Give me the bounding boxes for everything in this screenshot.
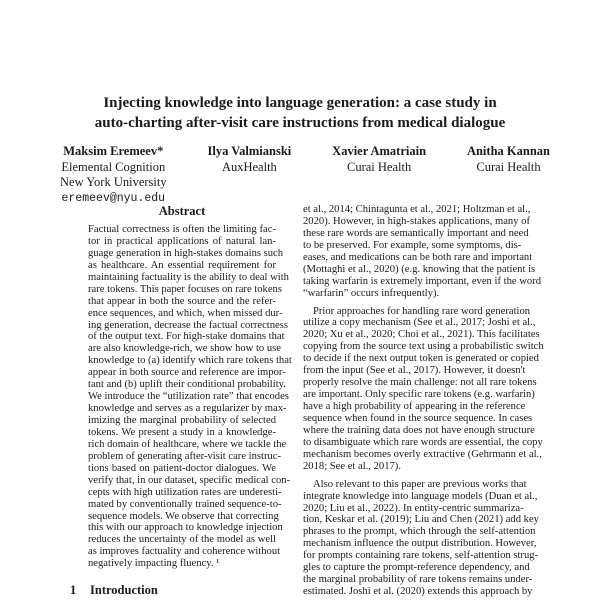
right-column-body xyxy=(303,204,544,598)
text-line: imizing the marginal probability of selected xyxy=(88,415,276,426)
text-line: ing generation, decrease the factual correctness xyxy=(88,319,288,331)
text-line: have a high probability of appearing in the reference xyxy=(303,401,526,412)
text-line: 2020; Xu et al., 2020; Choi et al., 2021). This facilitates xyxy=(303,329,540,341)
text-line: 2020). However, in high-stakes applications, many of xyxy=(303,215,530,227)
text-line: are important. Only specific rare tokens (e.g. warfarin) xyxy=(303,389,535,401)
text-line: properly resolve the main challenge: not all rare tokens xyxy=(303,377,537,389)
text-line: are also knowledge-rich, we show how to use xyxy=(88,343,281,355)
text-line: from the input (See et al., 2017). However, it doesn't xyxy=(303,365,526,377)
text-line: as improves factuality and coherence without xyxy=(88,546,281,558)
text-line: knowledge and serves as a regularizer by max- xyxy=(88,403,287,415)
text-line: that appear in both the source and the refer- xyxy=(88,295,276,307)
section-number: 1 xyxy=(70,583,77,597)
author-affiliation: New York University xyxy=(60,175,167,189)
text-line: cepts with high utilization rates are underesti- xyxy=(88,486,282,498)
text-line: negatively impacting fluency. ¹ xyxy=(88,558,220,570)
text-line: sequence models. We observe that correcting xyxy=(88,510,279,522)
abstract-body xyxy=(88,224,292,570)
author-list xyxy=(60,144,550,206)
text-line: tant and (b) uplift their conditional probability. xyxy=(88,379,286,391)
text-line: integrate knowledge into language models (Duan et al., xyxy=(303,490,538,502)
text-line: the marginal probability of rare tokens remains under- xyxy=(303,574,533,586)
text-line: to be preserved. For example, some symptoms, dis- xyxy=(303,239,522,251)
text-line: of the output text. For high-stake domains that xyxy=(88,331,285,343)
text-line: Factual correctness is often the limiting fac- xyxy=(88,224,276,235)
text-line: 2020; Liu et al., 2022). In entity-centric summariza- xyxy=(303,502,524,514)
text-line: maintaining factuality is the ability to deal with xyxy=(88,271,289,283)
text-line: Also relevant to this paper are previous works that xyxy=(313,478,527,490)
text-line: et al., 2014; Chintagunta et al., 2021; Holtzman et al., xyxy=(303,204,531,215)
text-line: as healthcare. An essential requirement for xyxy=(88,259,276,271)
text-line: knowledge to (a) identify which rare tokens that xyxy=(88,355,292,367)
text-line: sequence when found in the source sequence. In cases xyxy=(303,412,533,424)
author-affiliation: Curai Health xyxy=(346,159,412,174)
text-line: We introduce the “utilization rate” that encodes xyxy=(88,391,289,403)
text-line: tion, Keskar et al. (2019); Liu and Chen (2021) add key xyxy=(303,514,539,526)
title-line: auto-charting after-visit care instructions from medical dialogue xyxy=(94,115,506,131)
text-line: rich domain of healthcare, where we tackle the xyxy=(88,438,287,450)
author-affiliation: AuxHealth xyxy=(221,159,277,174)
text-line: to disambiguate which rare words are essential, the copy xyxy=(303,436,543,448)
paper-title xyxy=(0,93,600,133)
text-line: mechanism becomes overly extractive (Gehrmann et al., xyxy=(303,448,542,460)
text-line: these rare words are semantically important and need xyxy=(303,227,529,239)
section-title: Introduction xyxy=(90,583,158,597)
author-affiliation: Curai Health xyxy=(476,159,541,174)
text-line: reduces the uncertainty of the model as well xyxy=(88,534,276,546)
text-line: guage generation in high-stakes domains such xyxy=(88,247,284,259)
text-line: eases, and medications can be both rare and important xyxy=(303,251,533,263)
text-line: (Mottaghi et al., 2020) (e.g. knowing that the patient is xyxy=(303,263,536,275)
text-line: this with our approach to knowledge injection xyxy=(88,522,283,534)
author-name: Ilya Valmianski xyxy=(207,144,292,158)
text-line: appear in both source and reference are impor- xyxy=(88,367,286,379)
text-line: copying from the source text using a probabilistic switch xyxy=(303,341,544,353)
text-line: ence sequences, and which, when missed dur- xyxy=(88,307,283,319)
text-line: phrases to the prompt, which through the self-attention xyxy=(303,526,536,538)
text-line: 2018; See et al., 2017). xyxy=(303,460,401,472)
text-line: tions based on patient-doctor dialogues. We xyxy=(88,462,276,474)
author-name: Anitha Kannan xyxy=(466,144,550,158)
abstract-heading: Abstract xyxy=(158,204,206,218)
author xyxy=(208,144,292,206)
text-line: verify that, in our dataset, specific medical con- xyxy=(88,474,291,486)
text-line: mechanism influence the output distribution. However, xyxy=(303,538,537,550)
text-line: tokens. We present a study in a knowledge- xyxy=(88,426,276,438)
section-heading xyxy=(70,583,158,598)
text-line: estimated. Joshi et al. (2020) extends this approach by xyxy=(303,586,533,598)
text-line: problem of generating after-visit care instruc- xyxy=(88,450,282,462)
text-line: mated by conventionally trained sequence-to- xyxy=(88,498,282,510)
text-line: “warfarin” occurs infrequently). xyxy=(303,287,440,299)
text-line: Prior approaches for handling rare word generation xyxy=(313,305,531,317)
author xyxy=(60,144,167,206)
text-line: to decide if the next output token is generated or copied xyxy=(303,353,539,365)
author xyxy=(467,144,550,206)
title-line: Injecting knowledge into language generation: a case study in xyxy=(103,95,497,111)
text-line: gles to capture the prompt-reference dependency, and xyxy=(303,562,530,574)
text-line: for prompts containing rare tokens, self-attention strug- xyxy=(303,550,539,562)
text-line: taking warfarin is extremely important, even if the word xyxy=(303,275,541,287)
author-name: Xavier Amatriain xyxy=(332,144,427,158)
author-name: Maksim Eremeev* xyxy=(63,144,164,158)
text-line: tor in practical applications of natural lan- xyxy=(88,235,276,247)
text-line: rare tokens. This paper focuses on rare tokens xyxy=(88,283,282,295)
text-line: where the training data does not have enough structure xyxy=(303,424,535,436)
author-affiliation: Elemental Cognition xyxy=(61,159,166,174)
author-email: eremeev@nyu.edu xyxy=(61,191,166,205)
text-line: utilize a copy mechanism (See et al., 2017; Joshi et al., xyxy=(303,317,536,329)
author xyxy=(332,144,426,206)
